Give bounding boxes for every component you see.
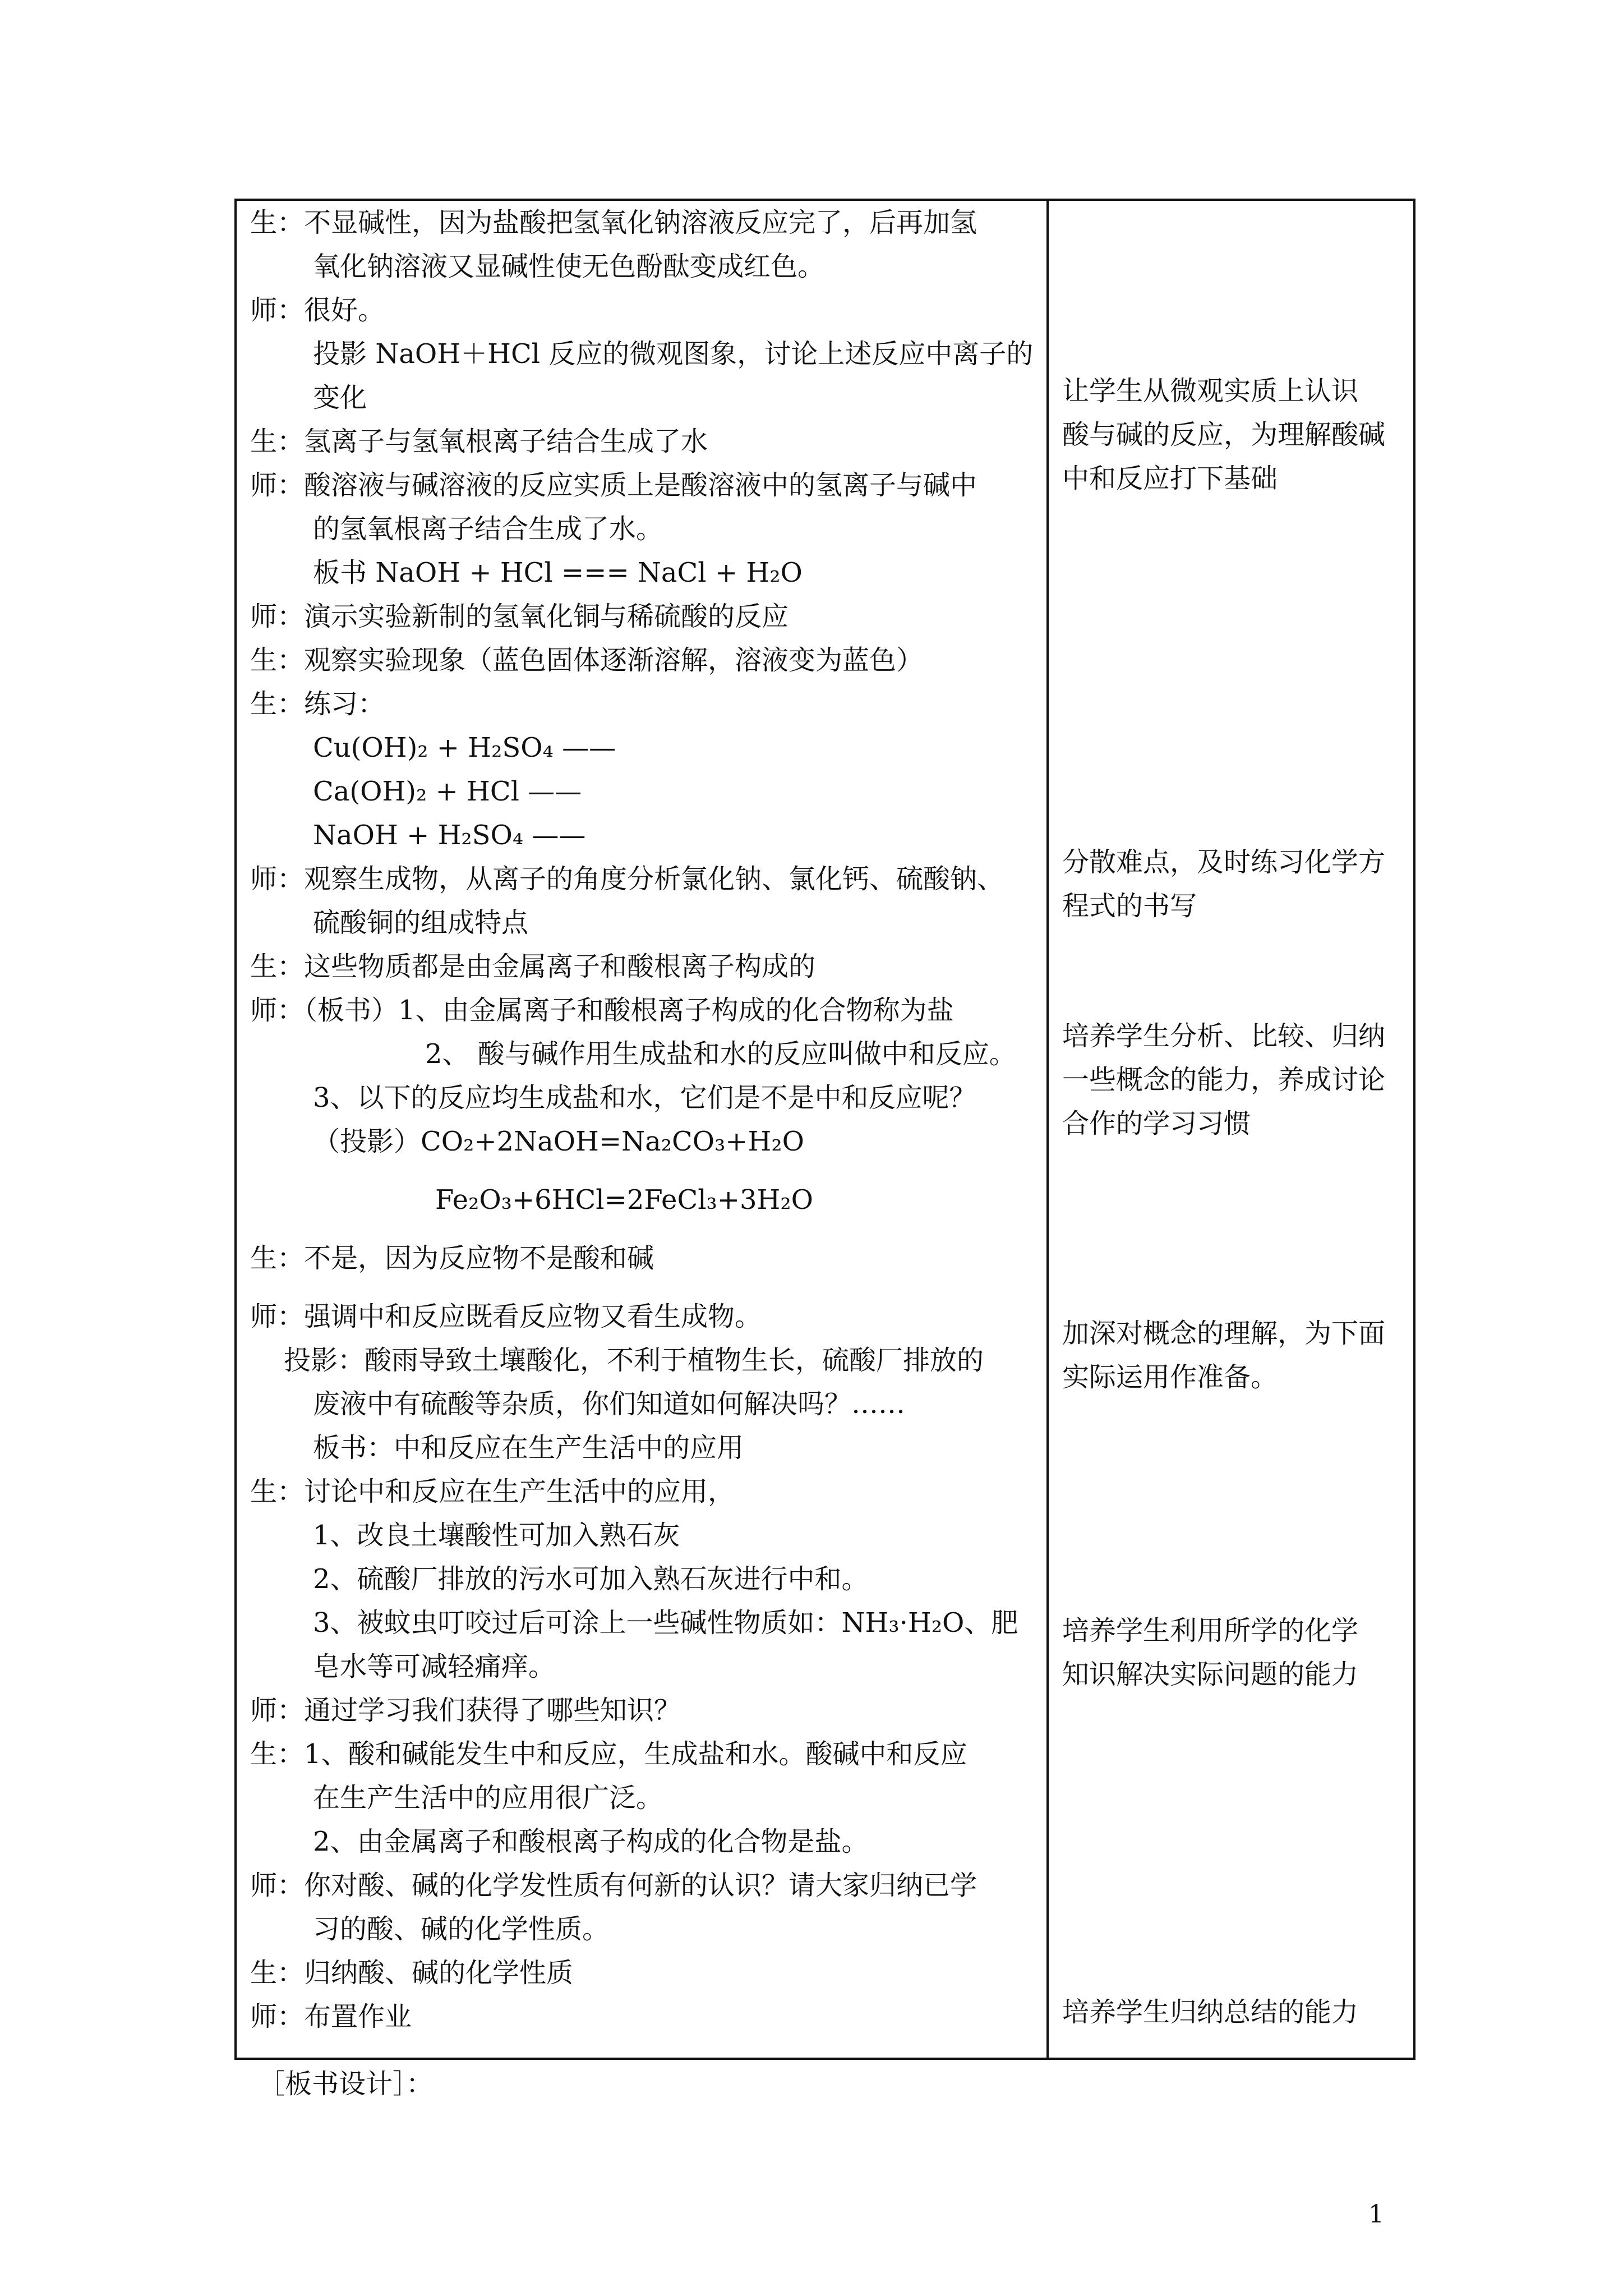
design-intent-note <box>1062 840 1399 928</box>
process-line: 变化 <box>313 382 367 413</box>
process-line: 师：通过学习我们获得了哪些知识？ <box>250 1695 681 1726</box>
process-line: 1、改良土壤酸性可加入熟石灰 <box>313 1520 680 1551</box>
process-line: 生：氢离子与氢氧根离子结合生成了水 <box>250 426 708 457</box>
process-line: 废液中有硫酸等杂质，你们知道如何解决吗？…… <box>313 1388 906 1420</box>
process-line: 硫酸铜的组成特点 <box>313 907 529 938</box>
process-line: 投影：酸雨导致土壤酸化，不利于植物生长，硫酸厂排放的 <box>284 1345 984 1376</box>
design-intent-note <box>1062 1014 1399 1145</box>
design-intent-note <box>1062 1609 1399 1696</box>
process-line: 3、被蚊虫叮咬过后可涂上一些碱性物质如：NH₃·H₂O、肥 <box>313 1607 1018 1639</box>
process-line: 师：强调中和反应既看反应物又看生成物。 <box>250 1301 762 1332</box>
process-line: 板书：中和反应在生产生活中的应用 <box>313 1432 744 1464</box>
process-line: 师：演示实验新制的氢氧化铜与稀硫酸的反应 <box>250 601 789 632</box>
process-line: 师：你对酸、碱的化学发性质有何新的认识？请大家归纳已学 <box>250 1870 978 1901</box>
process-line: 在生产生活中的应用很广泛。 <box>313 1782 663 1814</box>
design-intent-line: 实际运用作准备。 <box>1062 1361 1278 1393</box>
teaching-process-column <box>236 200 1048 2059</box>
process-line: 生：这些物质都是由金属离子和酸根离子构成的 <box>250 951 816 982</box>
design-intent-line: 让学生从微观实质上认识 <box>1062 375 1359 407</box>
design-intent-line: 培养学生利用所学的化学 <box>1062 1615 1359 1646</box>
process-line: 师：（板书）1、由金属离子和酸根离子构成的化合物称为盐 <box>250 995 954 1026</box>
process-line: 师：观察生成物，从离子的角度分析氯化钠、氯化钙、硫酸钠、 <box>250 863 1004 895</box>
process-line: 2、硫酸厂排放的污水可加入熟石灰进行中和。 <box>313 1563 869 1595</box>
design-intent-column <box>1048 200 1414 2059</box>
process-line: 2、 酸与碱作用生成盐和水的反应叫做中和反应。 <box>425 1038 1016 1070</box>
design-intent-line: 培养学生归纳总结的能力 <box>1062 1996 1359 2028</box>
process-line: 生：不是，因为反应物不是酸和碱 <box>250 1243 654 1274</box>
process-line: 氧化钠溶液又显碱性使无色酚酞变成红色。 <box>313 251 825 282</box>
design-intent-line: 合作的学习习惯 <box>1062 1108 1251 1139</box>
process-line: NaOH + H₂SO₄ —— <box>313 820 586 851</box>
process-line: Fe₂O₃+6HCl=2FeCl₃+3H₂O <box>435 1184 813 1216</box>
process-line: 师：布置作业 <box>250 2001 412 2032</box>
process-line: Ca(OH)₂ + HCl —— <box>313 776 582 807</box>
process-line: 2、由金属离子和酸根离子构成的化合物是盐。 <box>313 1826 869 1857</box>
design-intent-line: 加深对概念的理解，为下面 <box>1062 1318 1386 1349</box>
process-line: 师：很好。 <box>250 295 385 326</box>
process-line: 生：练习： <box>250 688 385 720</box>
design-intent-line: 程式的书写 <box>1062 890 1197 922</box>
process-line: 投影 NaOH＋HCl 反应的微观图象，讨论上述反应中离子的 <box>313 338 1034 370</box>
process-line: 习的酸、碱的化学性质。 <box>313 1913 610 1945</box>
process-line: Cu(OH)₂ + H₂SO₄ —— <box>313 732 616 763</box>
design-intent-line: 一些概念的能力，养成讨论 <box>1062 1064 1386 1096</box>
page-number: 1 <box>1368 2200 1384 2229</box>
process-line: 生：不显碱性，因为盐酸把氢氧化钠溶液反应完了，后再加氢 <box>250 207 978 238</box>
board-design-label: ［板书设计］： <box>258 2068 434 2100</box>
design-intent-line: 中和反应打下基础 <box>1062 463 1278 494</box>
design-intent-line: 知识解决实际问题的能力 <box>1062 1659 1359 1690</box>
process-line: 3、以下的反应均生成盐和水，它们是不是中和反应呢？ <box>313 1082 976 1114</box>
process-line: 师：酸溶液与碱溶液的反应实质上是酸溶液中的氢离子与碱中 <box>250 470 978 501</box>
design-intent-line: 酸与碱的反应，为理解酸碱 <box>1062 419 1386 450</box>
process-line: 生：1、酸和碱能发生中和反应，生成盐和水。酸碱中和反应 <box>250 1738 967 1770</box>
design-intent-line: 培养学生分析、比较、归纳 <box>1062 1020 1386 1052</box>
design-intent-note <box>1062 369 1399 500</box>
process-line: 板书 NaOH + HCl === NaCl + H₂O <box>313 557 803 588</box>
design-intent-line: 分散难点，及时练习化学方 <box>1062 846 1386 878</box>
process-line: 生：归纳酸、碱的化学性质 <box>250 1957 574 1989</box>
process-line: 生：讨论中和反应在生产生活中的应用， <box>250 1476 735 1507</box>
lesson-table <box>234 199 1415 2060</box>
process-line: 皂水等可减轻痛痒。 <box>313 1651 556 1682</box>
process-line: 的氢氧根离子结合生成了水。 <box>313 513 663 545</box>
process-line: 生：观察实验现象（蓝色固体逐渐溶解，溶液变为蓝色） <box>250 645 924 676</box>
design-intent-note <box>1062 1990 1399 2034</box>
design-intent-note <box>1062 1312 1399 1399</box>
process-line: （投影）CO₂+2NaOH=Na₂CO₃+H₂O <box>313 1126 804 1157</box>
teaching-process-lines <box>237 201 1046 2039</box>
